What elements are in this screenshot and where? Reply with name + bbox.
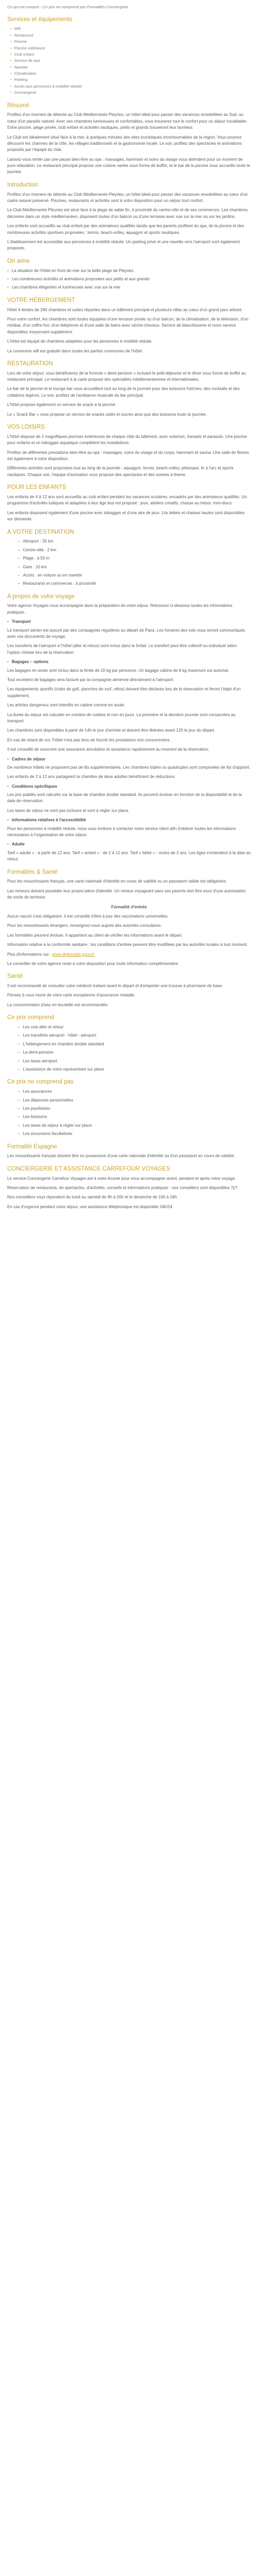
formalite-entree-label: Formalité d'entrée [111,904,147,909]
sante-paragraph: Il est recommandé de consulter votre médecin traitant avant le départ et d'emporter une trousse à pharmacie de base. [7,984,223,989]
accessibilite-label: • Informations relatives à l'accessibilité [7,817,251,823]
prix-comprend-item: – La demi-pension [18,1049,251,1056]
formalites-paragraph: Le conseiller de votre agence reste à votre disposition pour toute information complémentaire. [7,961,179,966]
service-item: • Piscine extérieure [10,45,251,52]
on-aime-section [7,258,251,291]
adulte-label: • Adulte [7,841,251,848]
formalites-paragraph: Aucun vaccin n'est obligatoire. Il est conseillé d'être à jour des vaccinations universelles. [7,913,169,919]
conciergerie-paragraph: En cas d'urgence pendant votre séjour, une assistance téléphonique est disponible 24h/24. [7,1204,174,1209]
formalites-section [7,869,251,968]
bagages-label: • Bagages – options [7,659,251,665]
service-item: • Service de spa [10,58,251,64]
destination-section [7,529,251,587]
resume-paragraph: Le Club est idéalement situé face à la mer, à quelques minutes des sites touristiques incontournables de la région. Vous pourrez découvrir les charmes de la côte, les villages traditionnels et la gastronomie locale. Le soir, profitez des spectacles et animations proposés par l'équipe du club. [7,134,242,152]
restauration-title: RESTAURATION [7,360,53,367]
hebergement-paragraph: Hôtel 4 étoiles de 296 chambres et suites réparties dans un bâtiment principal et plusieurs villas au cœur d'un grand parc arboré. [7,307,243,312]
destination-line: – Centre-ville : 2 km [18,547,251,553]
formalite-espagne-paragraph: Les ressortissants français doivent être en possession d'une carte nationale d'identité ou d'un passeport en cours de validité. [7,1154,235,1159]
formalite-espagne-section [7,1144,251,1160]
cadres-label: • Cadres de séjour [7,756,251,762]
sante-title: Santé [7,973,23,980]
formalites-paragraph: Information relative à la conformité sanitaire : les conditions d'entrée peuvent être modifiées par les autorités locales à tout moment. [7,942,248,947]
service-item: • Climatisation [10,71,251,77]
resume-section [7,103,251,176]
loisirs-paragraph: L'hôtel dispose de 2 magnifiques piscines extérieures de chaque côté du bâtiment, avec solarium, transats et parasols. Une piscine pour enfants et un toboggan aquatique complètent les installations. [7,434,247,446]
restauration-section [7,361,251,418]
destination-line: – Aéroport : 35 km [18,538,251,545]
on-aime-item: • Les chambres élégantes et lumineuses avec vue sur la mer [7,284,251,291]
introduction-section [7,182,251,252]
prix-ne-comprend-pas-item: – Les excursions facultatives [18,1131,251,1137]
conciergerie-section [7,1166,251,1210]
services-section [7,16,251,96]
conditions-paragraph: Les prix publiés sont calculés sur la base de chambre double standard. Ils peuvent évoluer en fonction de la disponibilité et de la date de réservation. [7,792,242,804]
on-aime-item: • La situation de l'hôtel en front de mer sur la belle plage de Pleyries [7,268,251,274]
enfants-title: POUR LES ENFANTS [7,484,67,491]
introduction-paragraph: Les enfants sont accueillis au club enfant par des animateurs qualifiés tandis que les parents profitent du spa, de la piscine et des nombreuses activités sportives proposées : tennis, beach-volley, aquagym et sports nautiques. [7,224,244,235]
page-content [0,0,258,1210]
sejour-paragraph: Les chambres sont disponibles à partir de 14h le jour d'arrivée et doivent être libérées avant 12h le jour du départ. [7,728,216,733]
service-item: • Conciergerie [10,90,251,96]
resume-title: Résumé [7,102,29,109]
loisirs-paragraph: Différentes activités sont proposées tout au long de la journée : aquagym, tennis, beach-volley, pétanque, tir à l'arc et sports nautiques. Chaque soir, l'équipe d'animation vous propose des spectacles et des soirées à thème. [7,466,234,477]
formalites-paragraph: Les formalités peuvent évoluer. Il appartient au client de vérifier les informations avant le départ. [7,933,183,938]
transport-paragraph: Le transport aérien est assuré par des compagnies régulières au départ de Paris. Les horaires des vols vous seront communiqués avec vos documents de voyage. [7,628,246,639]
bagages-paragraph: Les articles dangereux sont interdits en cabine comme en soute. [7,703,125,708]
accessibilite-paragraph: Pour les personnes à mobilité réduite, nous vous invitons à contacter notre service client afin d'obtenir toutes les informations nécessaires à l'organisation de votre séjour. [7,826,236,838]
destination-line: – Restaurants et commerces : à proximité [18,581,251,587]
conditions-label: • Conditions spécifiques [7,784,251,790]
resume-paragraph: Profitez d'un moment de détente au Club Méditerranée Pleyries, un hôtel idéal pour passer des vacances ensoleillées au Sud, au cœur d'un paradis naturel. Avec ses chambres lumineuses et confortables, vous trouverez tout le confort pour un séjour inoubliable. Entre piscine, plage privée, club enfant et activités nautiques, petits et grands trouveront leur bonheur. [7,112,248,130]
formalites-paragraph [7,952,251,958]
restauration-paragraph: Le bar de la piscine et le lounge bar vous accueillent tout au long de la journée pour des boissons fraîches, des cocktails et des collations légères. Le soir, profitez de l'ambiance musicale du bar principal. [7,386,240,398]
transport-paragraph: Les transferts de l'aéroport à l'hôtel (aller et retour) sont inclus dans le forfait. Le transfert peut être collectif ou individuel selon l'option choisie lors de la réservation. [7,643,237,655]
prix-comprend-item: – Les taxes aéroport [18,1058,251,1064]
destination-line: – Accès : en voiture ou en navette [18,572,251,579]
service-item: • Piscine [10,39,251,45]
prix-comprend-item: – L'assistance de notre représentant sur place [18,1066,251,1073]
restauration-paragraph: Le « Snack Bar » vous propose un service de snacks salés et sucrés ainsi que des boissons toute la journée. [7,412,207,417]
enfants-section [7,484,251,522]
hebergement-paragraph: L'hôtel est équipé de chambres adaptées pour les personnes à mobilité réduite. [7,339,153,344]
page-top-line: Ce qui est compris - Ce prix ne comprend pas Formalités Conciergerie [7,5,128,9]
loisirs-section [7,424,251,478]
conciergerie-paragraph: Le service Conciergerie Carrefour Voyages est à votre écoute pour vous accompagner avant, pendant et après votre voyage. [7,1176,236,1181]
adulte-paragraph: Tarif « adulte » : à partir de 12 ans. Tarif « enfant » : de 2 à 12 ans. Tarif « bébé » : moins de 2 ans. Les âges s'entendent à la date du retour. [7,850,251,862]
sejour-paragraph: La durée du séjour est calculée en nombre de nuitées et non en jours. La première et la dernière journée sont consacrées au transport. [7,712,236,723]
service-item: • Restaurant [10,32,251,39]
restauration-paragraph: L'hôtel propose également un service de snack à la piscine. [7,402,117,408]
introduction-paragraph: Profitez d'un moment de détente au Club Méditerranée Pleyries, un hôtel idéal pour passer des vacances ensoleillées au cœur d'un cadre naturel préservé. Piscines, restaurants et activités sont à votre disposition pour un séjour tout confort. [7,192,248,204]
bagages-paragraph: Les bagages en soute sont inclus dans la limite de 20 kg par personne. Un bagage cabine de 8 kg maximum est autorisé. [7,668,230,673]
hebergement-paragraph: Pour votre confort, les chambres sont toutes équipées d'une terrasse privée ou d'un balcon, de la climatisation, de la télévision, d'un minibar, d'un coffre-fort, d'un téléphone et d'une salle de bains avec sèche-cheveux. Service de blanchisserie et room service disponibles moyennant supplément. [7,316,249,334]
loisirs-title: VOS LOISIRS [7,424,45,431]
bagages-paragraph: Tout excédent de bagages sera facturé par la compagnie aérienne directement à l'aéroport. [7,677,174,682]
prix-comprend-item: – L'hébergement en chambre double standard [18,1041,251,1047]
service-item: • Parking [10,77,251,83]
conciergerie-paragraph: Nos conseillers vous répondent du lundi au samedi de 9h à 20h et le dimanche de 10h à 18h. [7,1195,178,1200]
formalites-more-info-text: Plus d'informations sur : [7,952,52,957]
prix-ne-comprend-pas-item: – Les pourboires [18,1106,251,1112]
loisirs-paragraph: Profitez de différentes prestations bien-être au spa : massages, soins du visage et du corps, hammam et sauna. Une salle de fitness est également à votre disposition. [7,450,249,461]
conditions-paragraph: Les taxes de séjour ne sont pas incluses et sont à régler sur place. [7,808,130,813]
conciergerie-title: CONCIERGERIE ET ASSISTANCE CARREFOUR VOYAGES [7,1165,170,1172]
destination-title: A VOTRE DESTINATION [7,529,74,535]
sejour-paragraph: Il est conseillé de souscrire une assurance annulation et assistance rapatriement au moment de la réservation. [7,747,209,752]
enfants-paragraph: Les enfants de 4 à 12 ans sont accueillis au club enfant pendant les vacances scolaires, encadrés par des animateurs qualifiés. Un programme d'activités ludiques et adaptées à leur âge leur est proposé : jeux, ateliers créatifs, chasse au trésor, mini-disco. [7,494,247,506]
cadres-paragraph: Les enfants de 2 à 12 ans partageant la chambre de deux adultes bénéficient de réductions. [7,774,176,779]
on-aime-title: On aime [7,258,30,264]
formalites-paragraph: Pour les ressortissants français, une carte nationale d'identité en cours de validité ou un passeport valide est obligatoire. [7,879,227,884]
service-item: • Accès aux personnes à mobilité réduite [10,83,251,90]
a-propos-paragraph: Votre agence Voyages vous accompagne dans la préparation de votre séjour. Retrouvez ci-dessous toutes les informations pratiques. [7,603,233,615]
formalite-espagne-title: Formalité Espagne [7,1143,57,1150]
a-propos-title: A propos de votre voyage [7,593,75,600]
service-item: • Wifi [10,26,251,32]
prix-ne-comprend-pas-section [7,1079,251,1137]
prix-ne-comprend-pas-item: – Les assurances [18,1089,251,1095]
prix-comprend-item: – Les transferts aéroport - hôtel - aéroport [18,1032,251,1039]
sante-section [7,973,251,1008]
hebergement-title: VOTRE HÉBERGEMENT [7,297,75,303]
prix-comprend-title: Ce prix comprend [7,1014,54,1021]
bagages-paragraph: Les équipements sportifs (clubs de golf, planches de surf, vélos) doivent être déclarés lors de la réservation et feront l'objet d'un supplément. [7,687,241,698]
destination-line: – Plage : à 50 m [18,555,251,562]
sejour-paragraph: En cas de retard de vol, l'hôtel n'est pas tenu de fournir les prestations non consommées. [7,737,171,742]
prix-comprend-item: – Les vols aller et retour [18,1024,251,1030]
services-list [7,26,251,96]
on-aime-item: • Les nombreuses activités et animations proposées aux petits et aux grands [7,276,251,282]
formalites-paragraph: Pour les ressortissants étrangers, renseignez-vous auprès des autorités consulaires. [7,923,162,928]
introduction-title: Introduction [7,181,39,188]
introduction-paragraph: Le Club Méditerranée Pleyries est situé face à la plage de sable fin, à proximité du centre-ville et de ses commerces. Les chambres, décorées dans un style méditerranéen, disposent toutes d'un balcon ou d'une terrasse avec vue sur la mer ou sur les jardins. [7,208,249,219]
prix-ne-comprend-pas-item: – Les dépenses personnelles [18,1097,251,1104]
diplomatie-link[interactable]: www.diplomatie.gouv.fr [52,952,95,957]
prix-ne-comprend-pas-item: – Les boissons [18,1114,251,1120]
introduction-paragraph: L'établissement est accessible aux personnes à mobilité réduite. Un parking privé et une navette vers l'aéroport sont également proposés. [7,240,240,251]
prix-ne-comprend-pas-title: Ce prix ne comprend pas [7,1079,74,1086]
prix-comprend-section [7,1014,251,1073]
destination-line: – Gare : 10 km [18,564,251,570]
formalites-title: Formalités & Santé [7,869,58,875]
formalites-paragraph: Les mineurs doivent posséder leur propre pièce d'identité. Un mineur voyageant sans ses parents doit être muni d'une autorisation de sortie de territoire. [7,888,246,900]
resume-paragraph: Laissez-vous tenter par une pause bien-être au spa : massages, hammam et soins du visage vous attendent pour un moment de pure relaxation. Le restaurant principal propose une cuisine variée sous forme de buffet, et le bar de la piscine vous accueille toute la journée. [7,157,250,175]
sante-paragraph: Pensez à vous munir de votre carte européenne d'assurance maladie. [7,993,136,998]
services-title: Services et équipements [7,16,72,23]
a-propos-section [7,594,251,863]
enfants-paragraph: Les enfants disposent également d'une piscine avec toboggan et d'une aire de jeux. Lits bébés et chaises hautes sont disponibles sur demande. [7,510,245,522]
transport-label: • Transport [7,619,251,625]
restauration-paragraph: Lors de votre séjour, vous bénéficierez de la formule « demi-pension » incluant le petit-déjeuner et le dîner sous forme de buffet au restaurant principal. Le restaurant à la carte propose des spécialités méditerranéennes et internationales. [7,370,246,382]
hebergement-paragraph: La connexion wifi est gratuite dans toutes les parties communes de l'hôtel. [7,348,143,353]
service-item: • Club enfant [10,52,251,58]
sante-paragraph: La consommation d'eau en bouteille est recommandée. [7,1002,109,1007]
hebergement-section [7,297,251,354]
conciergerie-paragraph: Réservation de restaurants, de spectacles, d'activités, conseils et informations pratiques : nos conseillers sont disponibles 7j/7. [7,1185,239,1190]
service-item: • Navette [10,64,251,71]
prix-ne-comprend-pas-item: – Les taxes de séjour à régler sur place [18,1123,251,1129]
cadres-paragraph: De nombreux hôtels ne proposent pas de lits supplémentaires. Les chambres triples ou quadruples sont composées de lits d'appoint. [7,765,251,770]
